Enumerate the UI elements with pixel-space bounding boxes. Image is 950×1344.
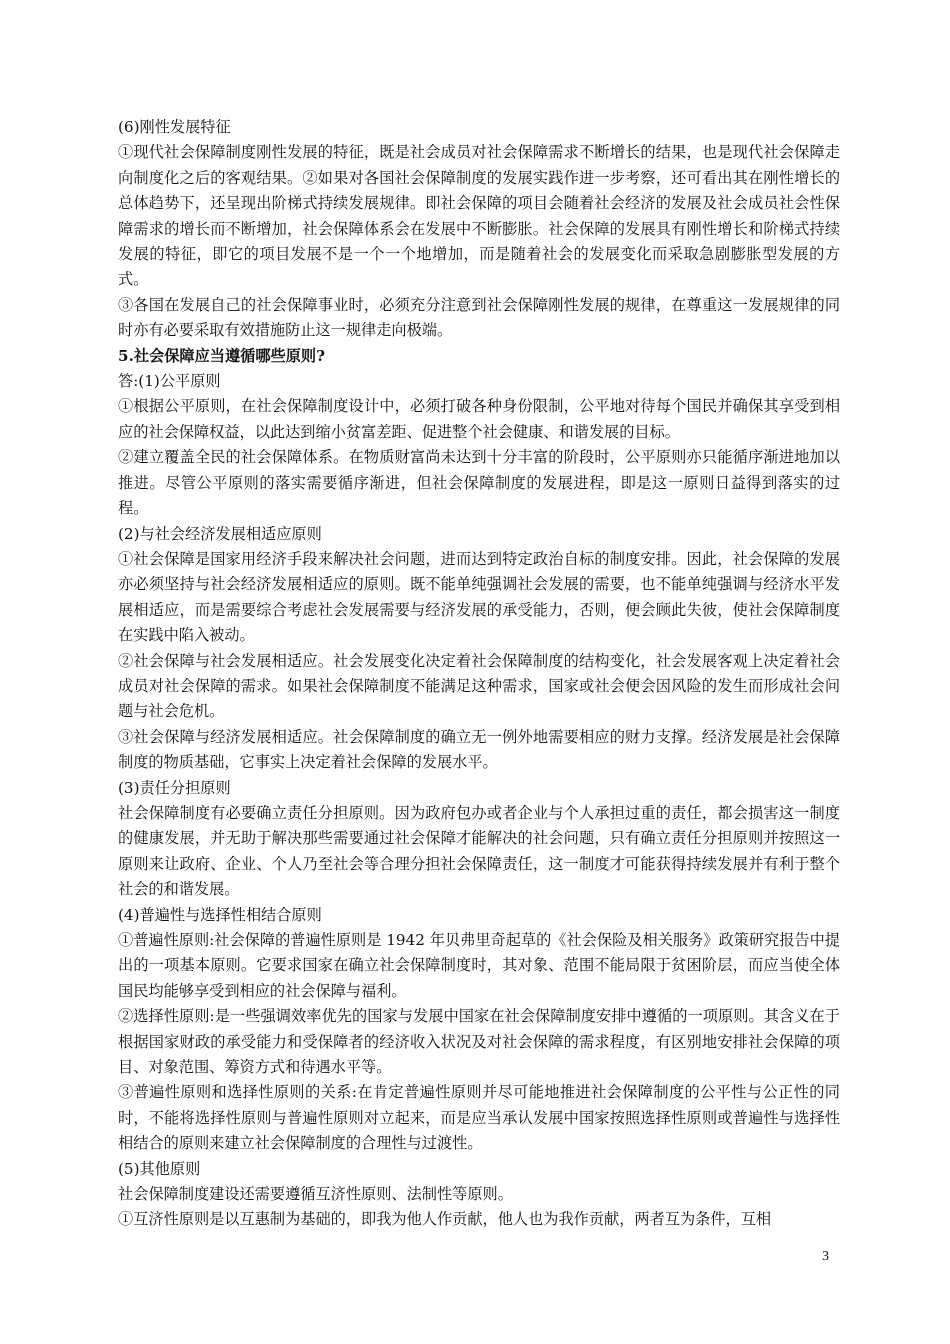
heading-responsibility-principle: (3)责任分担原则	[118, 778, 231, 797]
question-heading: 5.社会保障应当遵循哪些原则?	[118, 346, 326, 365]
paragraph: ③社会保障与经济发展相适应。社会保障制度的确立无一例外地需要相应的财力支撑。经济发展是社会保障制度的物质基础，它事实上决定着社会保障的发展水平。	[118, 727, 840, 772]
paragraph: ③普遍性原则和选择性原则的关系:在肯定普遍性原则并尽可能地推进社会保障制度的公平性与公正性的同时，不能将选择性原则与普遍性原则对立起来，而是应当承认发展中国家按照选择性原则或普遍性与选择性相结合的原则来建立社会保障制度的合理性与过渡性。	[118, 1083, 840, 1153]
page-number: 3	[822, 1249, 829, 1264]
heading-other-principles: (5)其他原则	[118, 1159, 201, 1178]
paragraph: ①现代社会保障制度刚性发展的特征，既是社会成员对社会保障需求不断增长的结果，也是现代社会保障走向制度化之后的客观结果。②如果对各国社会保障制度的发展实践作进一步考察，还可看出其在刚性增长的总体趋势下，还呈现出阶梯式持续发展规律。即社会保障的项目会随着社会经济的发展及社会成员社会性保障需求的增长而不断增加，社会保障体系会在发展中不断膨胀。社会保障的发展具有刚性增长和阶梯式持续发展的特征，即它的项目发展不是一个一个地增加，而是随着社会的发展变化而采取急剧膨胀型发展的方式。	[118, 143, 840, 289]
paragraph: 社会保障制度有必要确立责任分担原则。因为政府包办或者企业与个人承担过重的责任，都会损害这一制度的健康发展，并无助于解决那些需要通过社会保障才能解决的社会问题，只有确立责任分担原则并按照这一原则来让政府、企业、个人乃至社会等合理分担社会保障责任，这一制度才可能获得持续发展并有利于整个社会的和谐发展。	[118, 803, 840, 899]
paragraph: ③各国在发展自己的社会保障事业时，必须充分注意到社会保障刚性发展的规律，在尊重这一发展规律的同时亦有必要采取有效措施防止这一规律走向极端。	[118, 295, 840, 340]
paragraph: ①社会保障是国家用经济手段来解决社会问题，进而达到特定政治自标的制度安排。因此，社会保障的发展亦必须坚持与社会经济发展相适应的原则。既不能单纯强调社会发展的需要，也不能单纯强调与经济水平发展相适应，而是需要综合考虑社会发展需要与经济发展的承受能力，否则，便会顾此失彼，使社会保障制度在实践中陷入被动。	[118, 549, 840, 645]
paragraph: ②社会保障与社会发展相适应。社会发展变化决定着社会保障制度的结构变化，社会发展客观上决定着社会成员对社会保障的需求。如果社会保障制度不能满足这种需求，国家或社会便会因风险的发生而形成社会问题与社会危机。	[118, 651, 840, 721]
paragraph: ①普遍性原则:社会保障的普遍性原则是 1942 年贝弗里奇起草的《社会保险及相关服务》政策研究报告中提出的一项基本原则。它要求国家在确立社会保障制度时，其对象、范围不能局限于贫困阶层，而应当使全体国民均能够享受到相应的社会保障与福利。	[118, 931, 840, 1000]
document-body	[118, 115, 840, 1233]
heading-fairness-principle: 答:(1)公平原则	[118, 372, 221, 391]
heading-socioeconomic-principle: (2)与社会经济发展相适应原则	[118, 524, 322, 543]
paragraph: ②选择性原则:是一些强调效率优先的国家与发展中国家在社会保障制度安排中遵循的一项原则。其含义在于根据国家财政的承受能力和受保障者的经济收入状况及对社会保障的需求程度，有区别地安排社会保障的项目、对象范围、筹资方式和待遇水平等。	[118, 1007, 840, 1077]
heading-rigid-development: (6)刚性发展特征	[118, 118, 231, 136]
paragraph: ①根据公平原则，在社会保障制度设计中，必须打破各种身份限制，公平地对待每个国民并确保其享受到相应的社会保障权益，以此达到缩小贫富差距、促进整个社会健康、和谐发展的目标。	[118, 397, 840, 441]
paragraph: 社会保障制度建设还需要遵循互济性原则、法制性等原则。	[118, 1185, 513, 1204]
paragraph: ①互济性原则是以互惠制为基础的，即我为他人作贡献，他人也为我作贡献，两者互为条件，互相	[118, 1210, 772, 1229]
paragraph: ②建立覆盖全民的社会保障体系。在物质财富尚未达到十分丰富的阶段时，公平原则亦只能循序渐进地加以推进。尽管公平原则的落实需要循序渐进，但社会保障制度的发展进程，即是这一原则日益得到落实的过程。	[118, 448, 840, 518]
heading-universality-principle: (4)普遍性与选择性相结合原则	[118, 905, 322, 924]
